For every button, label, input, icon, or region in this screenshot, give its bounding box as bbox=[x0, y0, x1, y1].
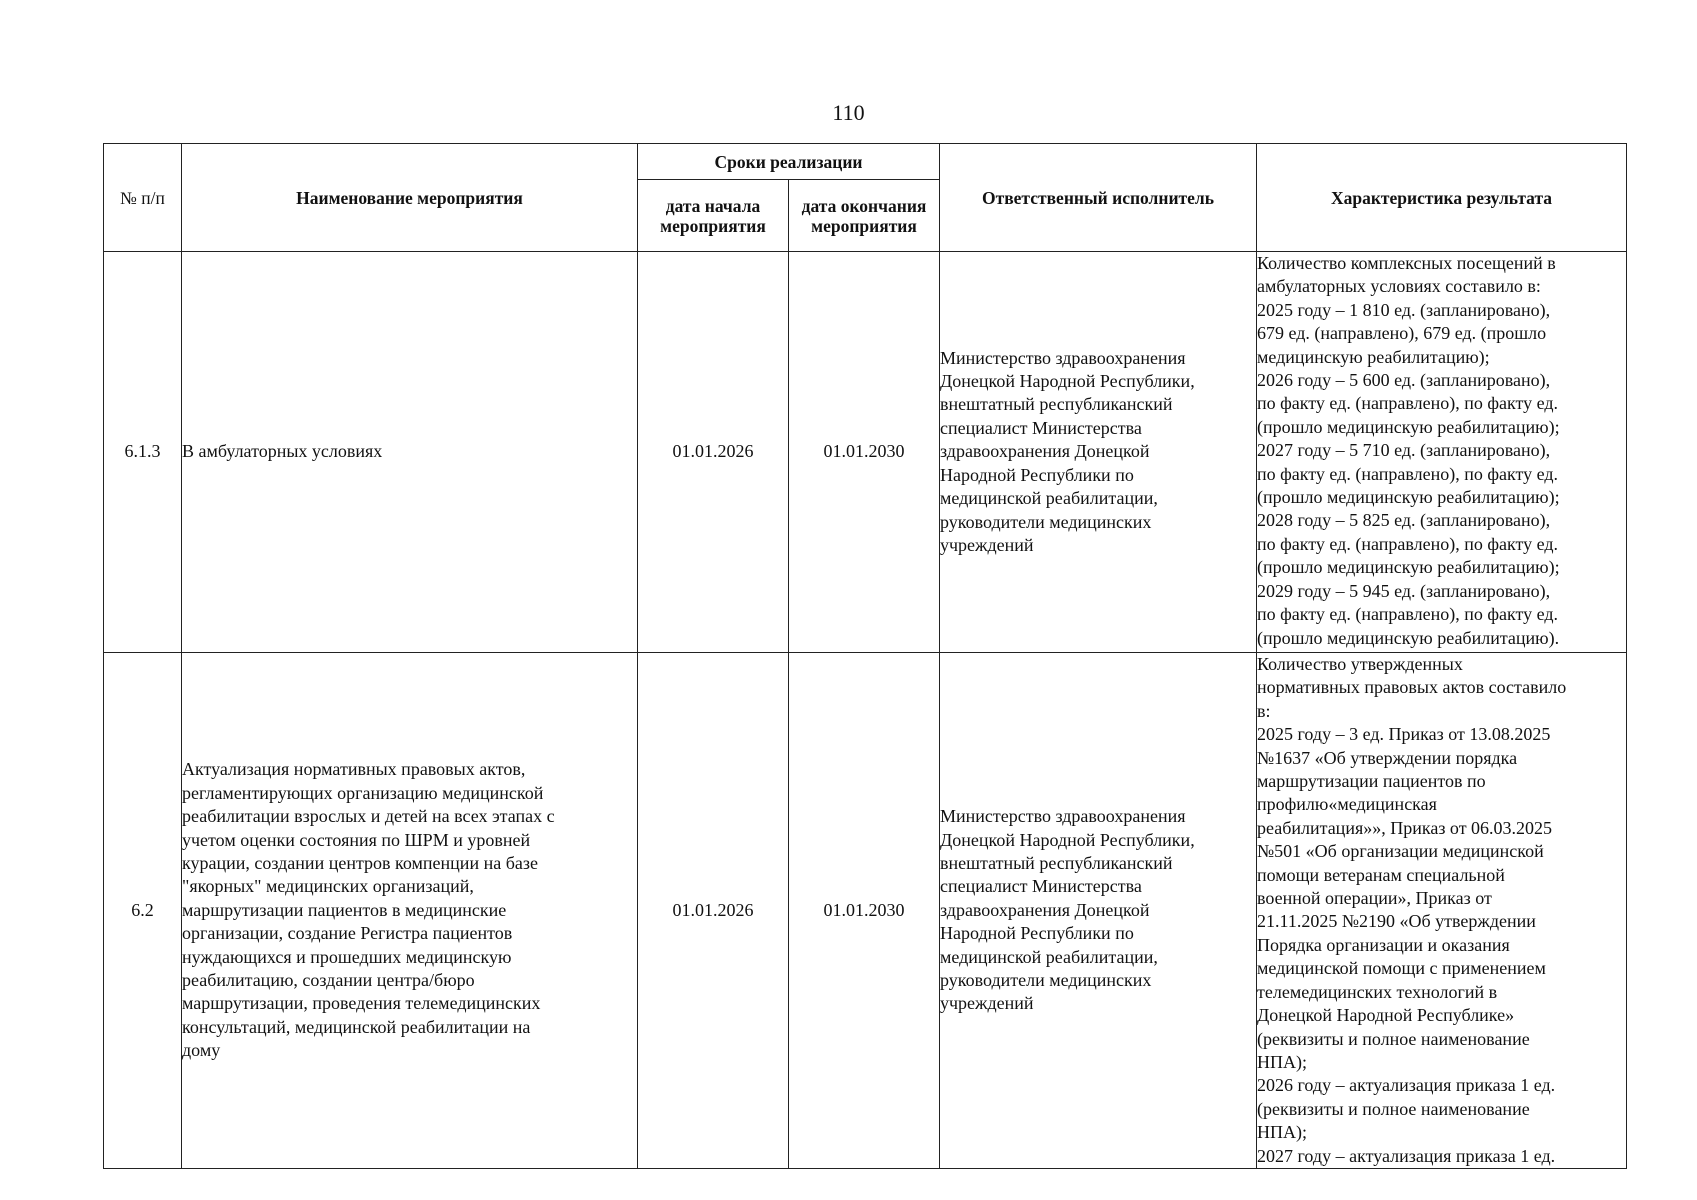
row-end-date: 01.01.2030 bbox=[789, 653, 940, 1169]
row-start-date: 01.01.2026 bbox=[638, 252, 789, 653]
text-line: "якорных" медицинских организаций, bbox=[182, 876, 474, 897]
text-line: реабилитации взрослых и детей на всех этапах с bbox=[182, 806, 555, 827]
text-line: по факту ед. (направлено), по факту ед. bbox=[1257, 393, 1559, 414]
text-line: Количество утвержденных bbox=[1257, 654, 1463, 674]
text-line: Актуализация нормативных правовых актов, bbox=[182, 759, 526, 780]
text-line: регламентирующих организацию медицинской bbox=[182, 782, 544, 803]
text-line: 679 ед. (направлено), 679 ед. (прошло bbox=[1257, 323, 1547, 344]
text-line: 2025 году – 3 ед. Приказ от 13.08.2025 bbox=[1257, 724, 1551, 745]
text-line: Количество комплексных посещений в bbox=[1257, 253, 1556, 273]
text-line: 2029 году – 5 945 ед. (запланировано), bbox=[1257, 580, 1551, 601]
text-line: нормативных правовых актов составило bbox=[1257, 677, 1567, 698]
text-line: организации, создание Регистра пациентов bbox=[182, 923, 513, 944]
text-line: внештатный республиканский bbox=[940, 394, 1173, 415]
row-end-date: 01.01.2030 bbox=[789, 252, 940, 653]
text-line: медицинской реабилитации, bbox=[940, 488, 1158, 509]
text-line: Порядка организации и оказания bbox=[1257, 934, 1510, 955]
text-line: руководители медицинских bbox=[940, 511, 1152, 532]
text-line: по факту ед. (направлено), по факту ед. bbox=[1257, 604, 1559, 625]
text-line: амбулаторных условиях составило в: bbox=[1257, 276, 1541, 297]
text-line: маршрутизации, проведения телемедицинских bbox=[182, 993, 541, 1014]
row-name bbox=[182, 252, 638, 653]
text-line: нуждающихся и прошедших медицинскую bbox=[182, 946, 512, 967]
header-end-date: дата окончания мероприятия bbox=[789, 180, 940, 252]
text-line: консультаций, медицинской реабилитации на bbox=[182, 1016, 531, 1037]
text-line: (прошло медицинскую реабилитацию). bbox=[1257, 627, 1560, 648]
text-line: (реквизиты и полное наименование bbox=[1257, 1098, 1530, 1119]
header-name: Наименование мероприятия bbox=[182, 144, 638, 252]
header-executor: Ответственный исполнитель bbox=[940, 144, 1257, 252]
header-terms-group: Сроки реализации bbox=[638, 144, 940, 180]
text-line: курации, создании центров компенции на базе bbox=[182, 852, 538, 873]
text-line: Министерство здравоохранения bbox=[940, 806, 1186, 827]
text-line: В амбулаторных условиях bbox=[182, 441, 383, 462]
header-result: Характеристика результата bbox=[1257, 144, 1627, 252]
measures-table bbox=[103, 143, 1627, 1169]
text-line: медицинской помощи с применением bbox=[1257, 958, 1546, 979]
table-row bbox=[104, 252, 1627, 653]
header-start-date: дата начала мероприятия bbox=[638, 180, 789, 252]
text-line: Народной Республики по bbox=[940, 464, 1134, 485]
text-line: маршрутизации пациентов в медицинские bbox=[182, 899, 507, 920]
table-row bbox=[104, 653, 1627, 1169]
text-line: специалист Министерства bbox=[940, 876, 1142, 897]
text-line: 2025 году – 1 810 ед. (запланировано), bbox=[1257, 299, 1551, 320]
text-line: Донецкой Народной Республике» bbox=[1257, 1005, 1515, 1026]
text-line: по факту ед. (направлено), по факту ед. bbox=[1257, 533, 1559, 554]
text-line: (реквизиты и полное наименование bbox=[1257, 1028, 1530, 1049]
text-line: помощи ветеранам специальной bbox=[1257, 864, 1505, 885]
text-line: №501 «Об организации медицинской bbox=[1257, 841, 1544, 862]
text-line: учетом оценки состояния по ШРМ и уровней bbox=[182, 829, 531, 850]
page-number: 110 bbox=[832, 100, 865, 125]
row-executor bbox=[940, 653, 1257, 1169]
text-line: по факту ед. (направлено), по факту ед. bbox=[1257, 463, 1559, 484]
row-result bbox=[1257, 252, 1627, 653]
text-line: учреждений bbox=[940, 993, 1034, 1014]
text-line: Народной Республики по bbox=[940, 923, 1134, 944]
text-line: маршрутизации пациентов по bbox=[1257, 771, 1486, 792]
text-line: медицинской реабилитации, bbox=[940, 946, 1158, 967]
text-line: профилю«медицинская bbox=[1257, 794, 1437, 815]
header-number: № п/п bbox=[104, 144, 182, 252]
row-number: 6.2 bbox=[104, 653, 182, 1169]
text-line: (прошло медицинскую реабилитацию); bbox=[1257, 557, 1560, 578]
text-line: 2026 году – 5 600 ед. (запланировано), bbox=[1257, 370, 1551, 391]
text-line: (прошло медицинскую реабилитацию); bbox=[1257, 416, 1560, 437]
text-line: реабилитацию, создании центра/бюро bbox=[182, 970, 475, 991]
row-number: 6.1.3 bbox=[104, 252, 182, 653]
text-line: 2027 году – 5 710 ед. (запланировано), bbox=[1257, 440, 1551, 461]
text-line: НПА); bbox=[1257, 1122, 1307, 1143]
text-line: Министерство здравоохранения bbox=[940, 347, 1186, 368]
row-executor bbox=[940, 252, 1257, 653]
text-line: НПА); bbox=[1257, 1051, 1307, 1072]
text-line: в: bbox=[1257, 700, 1271, 721]
row-result bbox=[1257, 653, 1627, 1169]
text-line: учреждений bbox=[940, 534, 1034, 555]
text-line: реабилитация»», Приказ от 06.03.2025 bbox=[1257, 817, 1553, 838]
text-line: дому bbox=[182, 1040, 221, 1061]
row-start-date: 01.01.2026 bbox=[638, 653, 789, 1169]
text-line: 2028 году – 5 825 ед. (запланировано), bbox=[1257, 510, 1551, 531]
text-line: специалист Министерства bbox=[940, 417, 1142, 438]
text-line: 2027 году – актуализация приказа 1 ед. bbox=[1257, 1145, 1556, 1166]
text-line: 2026 году – актуализация приказа 1 ед. bbox=[1257, 1075, 1556, 1096]
text-line: 21.11.2025 №2190 «Об утверждении bbox=[1257, 911, 1536, 932]
row-name bbox=[182, 653, 638, 1169]
text-line: №1637 «Об утверждении порядка bbox=[1257, 747, 1518, 768]
text-line: (прошло медицинскую реабилитацию); bbox=[1257, 487, 1560, 508]
text-line: медицинскую реабилитацию); bbox=[1257, 346, 1490, 367]
text-line: здравоохранения Донецкой bbox=[940, 441, 1150, 462]
text-line: телемедицинских технологий в bbox=[1257, 981, 1498, 1002]
text-line: руководители медицинских bbox=[940, 970, 1152, 991]
text-line: военной операции», Приказ от bbox=[1257, 888, 1492, 909]
text-line: внештатный республиканский bbox=[940, 852, 1173, 873]
text-line: Донецкой Народной Республики, bbox=[940, 371, 1195, 392]
text-line: здравоохранения Донецкой bbox=[940, 899, 1150, 920]
text-line: Донецкой Народной Республики, bbox=[940, 829, 1195, 850]
